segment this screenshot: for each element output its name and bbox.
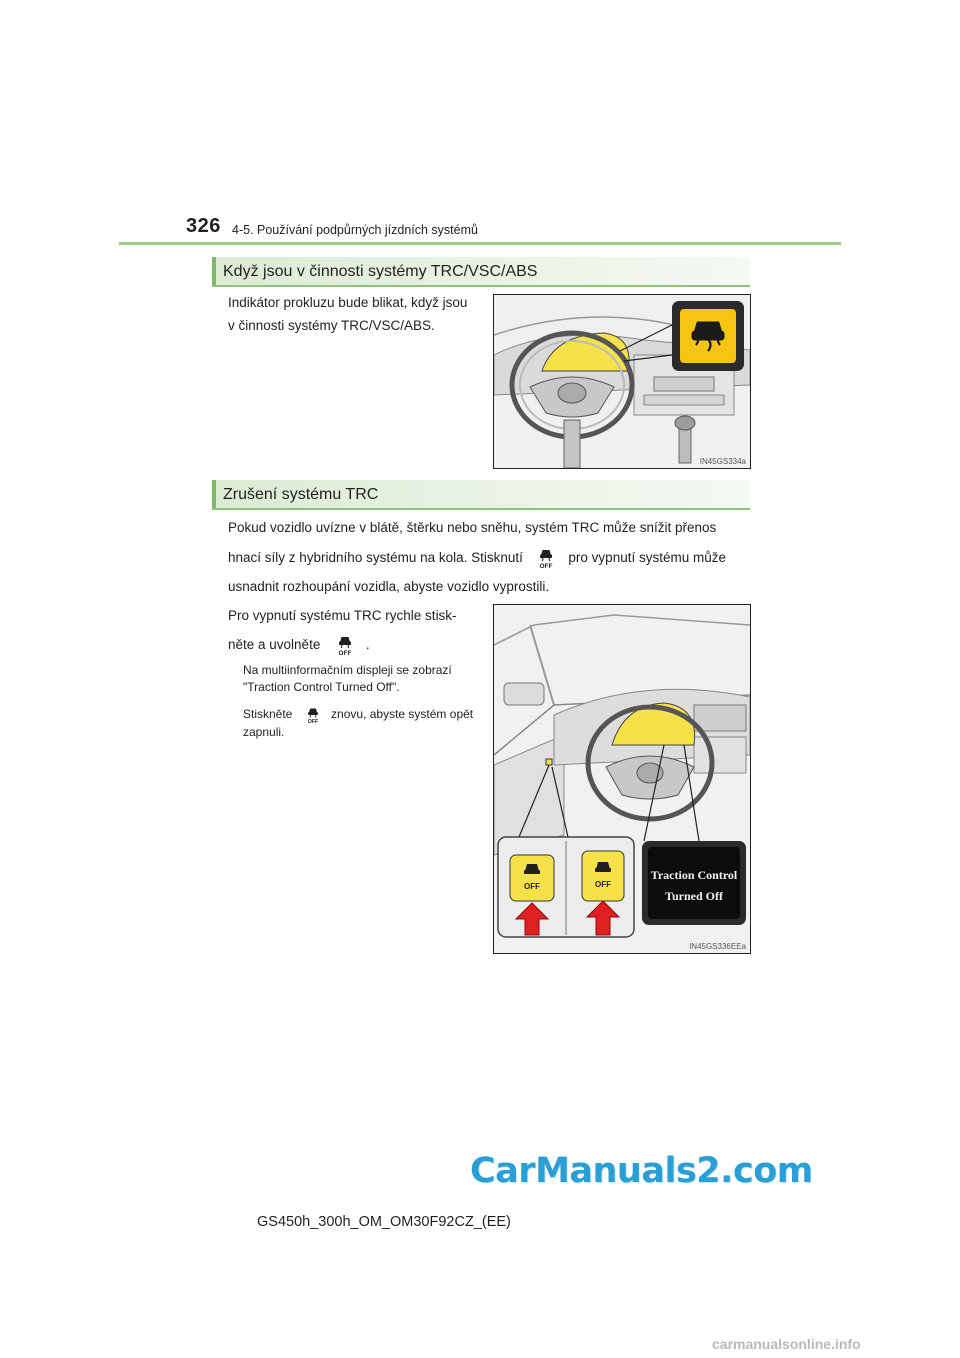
section-heading-trc-off: Zrušení systému TRC (212, 480, 750, 510)
figure-slip-indicator (493, 294, 751, 469)
figure-code: IN45GS336EEa (689, 942, 746, 951)
site-watermark: carmanualsonline.info (712, 1336, 861, 1352)
section1-text (228, 291, 467, 337)
trc-off-icon (535, 547, 557, 569)
display-message-line: Traction Control (650, 868, 738, 882)
off-label: OFF (307, 719, 318, 724)
step-segment: něte a uvolněte (228, 637, 321, 652)
document-code: GS450h_300h_OM_OM30F92CZ_(EE) (257, 1214, 511, 1230)
figure-code: IN45GS334a (699, 457, 746, 466)
step-instruction (228, 604, 457, 656)
paragraph-line (228, 546, 748, 569)
header-rule (119, 242, 841, 245)
note-segment: Stiskněte (243, 707, 293, 722)
off-label: OFF (524, 882, 540, 891)
display-message-line: Turned Off (665, 889, 723, 903)
trc-off-icon (334, 634, 356, 656)
paragraph-segment: hnací síly z hybridního systému na kola. Stisknutí (228, 550, 523, 565)
watermark-logo: CarManuals2.com (470, 1151, 813, 1191)
note-line: "Traction Control Turned Off". (243, 680, 400, 694)
note-line: Na multiinformačním displeji se zobrazí (243, 663, 452, 677)
off-label: OFF (595, 880, 611, 889)
page-number: 326 (186, 215, 221, 237)
section2-paragraph (228, 516, 748, 598)
step-line: Pro vypnutí systému TRC rychle stisk- (228, 608, 457, 623)
paragraph-line: Pokud vozidlo uvízne v blátě, štěrku nebo sněhu, systém TRC může snížit přenos (228, 520, 717, 535)
section-path: 4-5. Používání podpůrných jízdních systémů (232, 223, 478, 237)
note-segment: znovu, abyste systém opět (331, 707, 474, 722)
section-heading-trc-vsc-abs: Když jsou v činnosti systémy TRC/VSC/ABS (212, 257, 750, 287)
note-line: zapnuli. (243, 725, 285, 739)
off-label: OFF (539, 563, 553, 570)
step-segment: . (365, 637, 370, 652)
note-line (243, 706, 473, 724)
off-label: OFF (338, 650, 352, 657)
note-re-enable (243, 706, 473, 741)
section1-text-line: v činnosti systémy TRC/VSC/ABS. (228, 318, 435, 333)
cabin-illustration (494, 605, 750, 953)
section1-text-line: Indikátor prokluzu bude blikat, když jsou (228, 295, 468, 310)
step-line (228, 633, 457, 656)
paragraph-segment: pro vypnutí systému může (568, 550, 726, 565)
paragraph-line: usnadnit rozhoupání vozidla, abyste vozidlo vyprostili. (228, 579, 550, 595)
trc-off-icon (304, 706, 322, 724)
dashboard-illustration (494, 295, 750, 468)
note-display-message (243, 662, 452, 696)
figure-trc-off-button (493, 604, 751, 954)
